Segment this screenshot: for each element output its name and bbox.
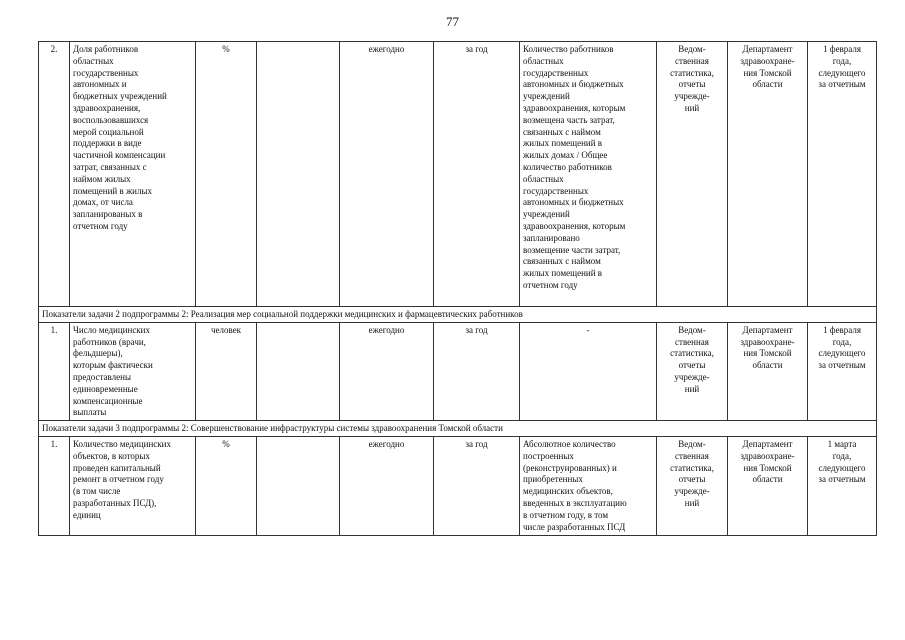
deadline: 1 февраля года, следующего за отчетным <box>808 322 877 420</box>
calculation-method: Абсолютное количество построенных (реконструированных) и приобретенных медицинских объектов, введенных в эксплуатацию в отчетном году, в том числе разработанных ПСД <box>520 436 657 535</box>
section-title: Показатели задачи 2 подпрограммы 2: Реализация мер социальной поддержки медицинских и фармацевтических работников <box>39 307 877 323</box>
table-row <box>39 322 877 420</box>
data-source: Ведом- ственная статистика, отчеты учрежде- ний <box>657 42 728 307</box>
table-row <box>39 436 877 535</box>
period: за год <box>434 42 520 307</box>
row-number: 1. <box>39 436 70 535</box>
period: за год <box>434 436 520 535</box>
data-source: Ведом- ственная статистика, отчеты учрежде- ний <box>657 322 728 420</box>
unit-of-measure: % <box>196 42 257 307</box>
empty-cell <box>257 322 340 420</box>
responsible-body: Департамент здравоохране- ния Томской области <box>728 42 808 307</box>
indicators-table <box>38 41 877 536</box>
calculation-method: - <box>520 322 657 420</box>
table-row <box>39 42 877 307</box>
section-title: Показатели задачи 3 подпрограммы 2: Совершенствование инфраструктуры системы здравоохранения Томской области <box>39 421 877 437</box>
section-row <box>39 307 877 323</box>
unit-of-measure: человек <box>196 322 257 420</box>
indicator-name: Число медицинских работников (врачи, фельдшеры), которым фактически предоставлены единовременные компенсационные выплаты <box>70 322 196 420</box>
frequency: ежегодно <box>340 322 434 420</box>
deadline: 1 февраля года, следующего за отчетным <box>808 42 877 307</box>
frequency: ежегодно <box>340 42 434 307</box>
indicator-name: Количество медицинских объектов, в которых проведен капитальный ремонт в отчетном году (в том числе разработанных ПСД), единиц <box>70 436 196 535</box>
calculation-method: Количество работников областных государственных автономных и бюджетных учреждений здравоохранения, которым возмещена часть затрат, связанных с наймом жилых помещений в жилых домах / Общее количество работников областных государственных автономных и бюджетных учреждений здравоохранения, которым запланировано возмещение части затрат, связанных с наймом жилых помещений в отчетном году <box>520 42 657 307</box>
row-number: 1. <box>39 322 70 420</box>
indicator-name: Доля работников областных государственных автономных и бюджетных учреждений здравоохранения, воспользовавшихся мерой социальной поддержки в виде частичной компенсации затрат, связанных с наймом жилых помещений в жилых домах, от числа запланированых в отчетном году <box>70 42 196 307</box>
responsible-body: Департамент здравоохране- ния Томской области <box>728 436 808 535</box>
section-row <box>39 421 877 437</box>
deadline: 1 марта года, следующего за отчетным <box>808 436 877 535</box>
frequency: ежегодно <box>340 436 434 535</box>
page-number: 77 <box>446 14 459 29</box>
unit-of-measure: % <box>196 436 257 535</box>
responsible-body: Департамент здравоохране- ния Томской области <box>728 322 808 420</box>
empty-cell <box>257 436 340 535</box>
data-source: Ведом- ственная статистика, отчеты учрежде- ний <box>657 436 728 535</box>
empty-cell <box>257 42 340 307</box>
row-number: 2. <box>39 42 70 307</box>
period: за год <box>434 322 520 420</box>
